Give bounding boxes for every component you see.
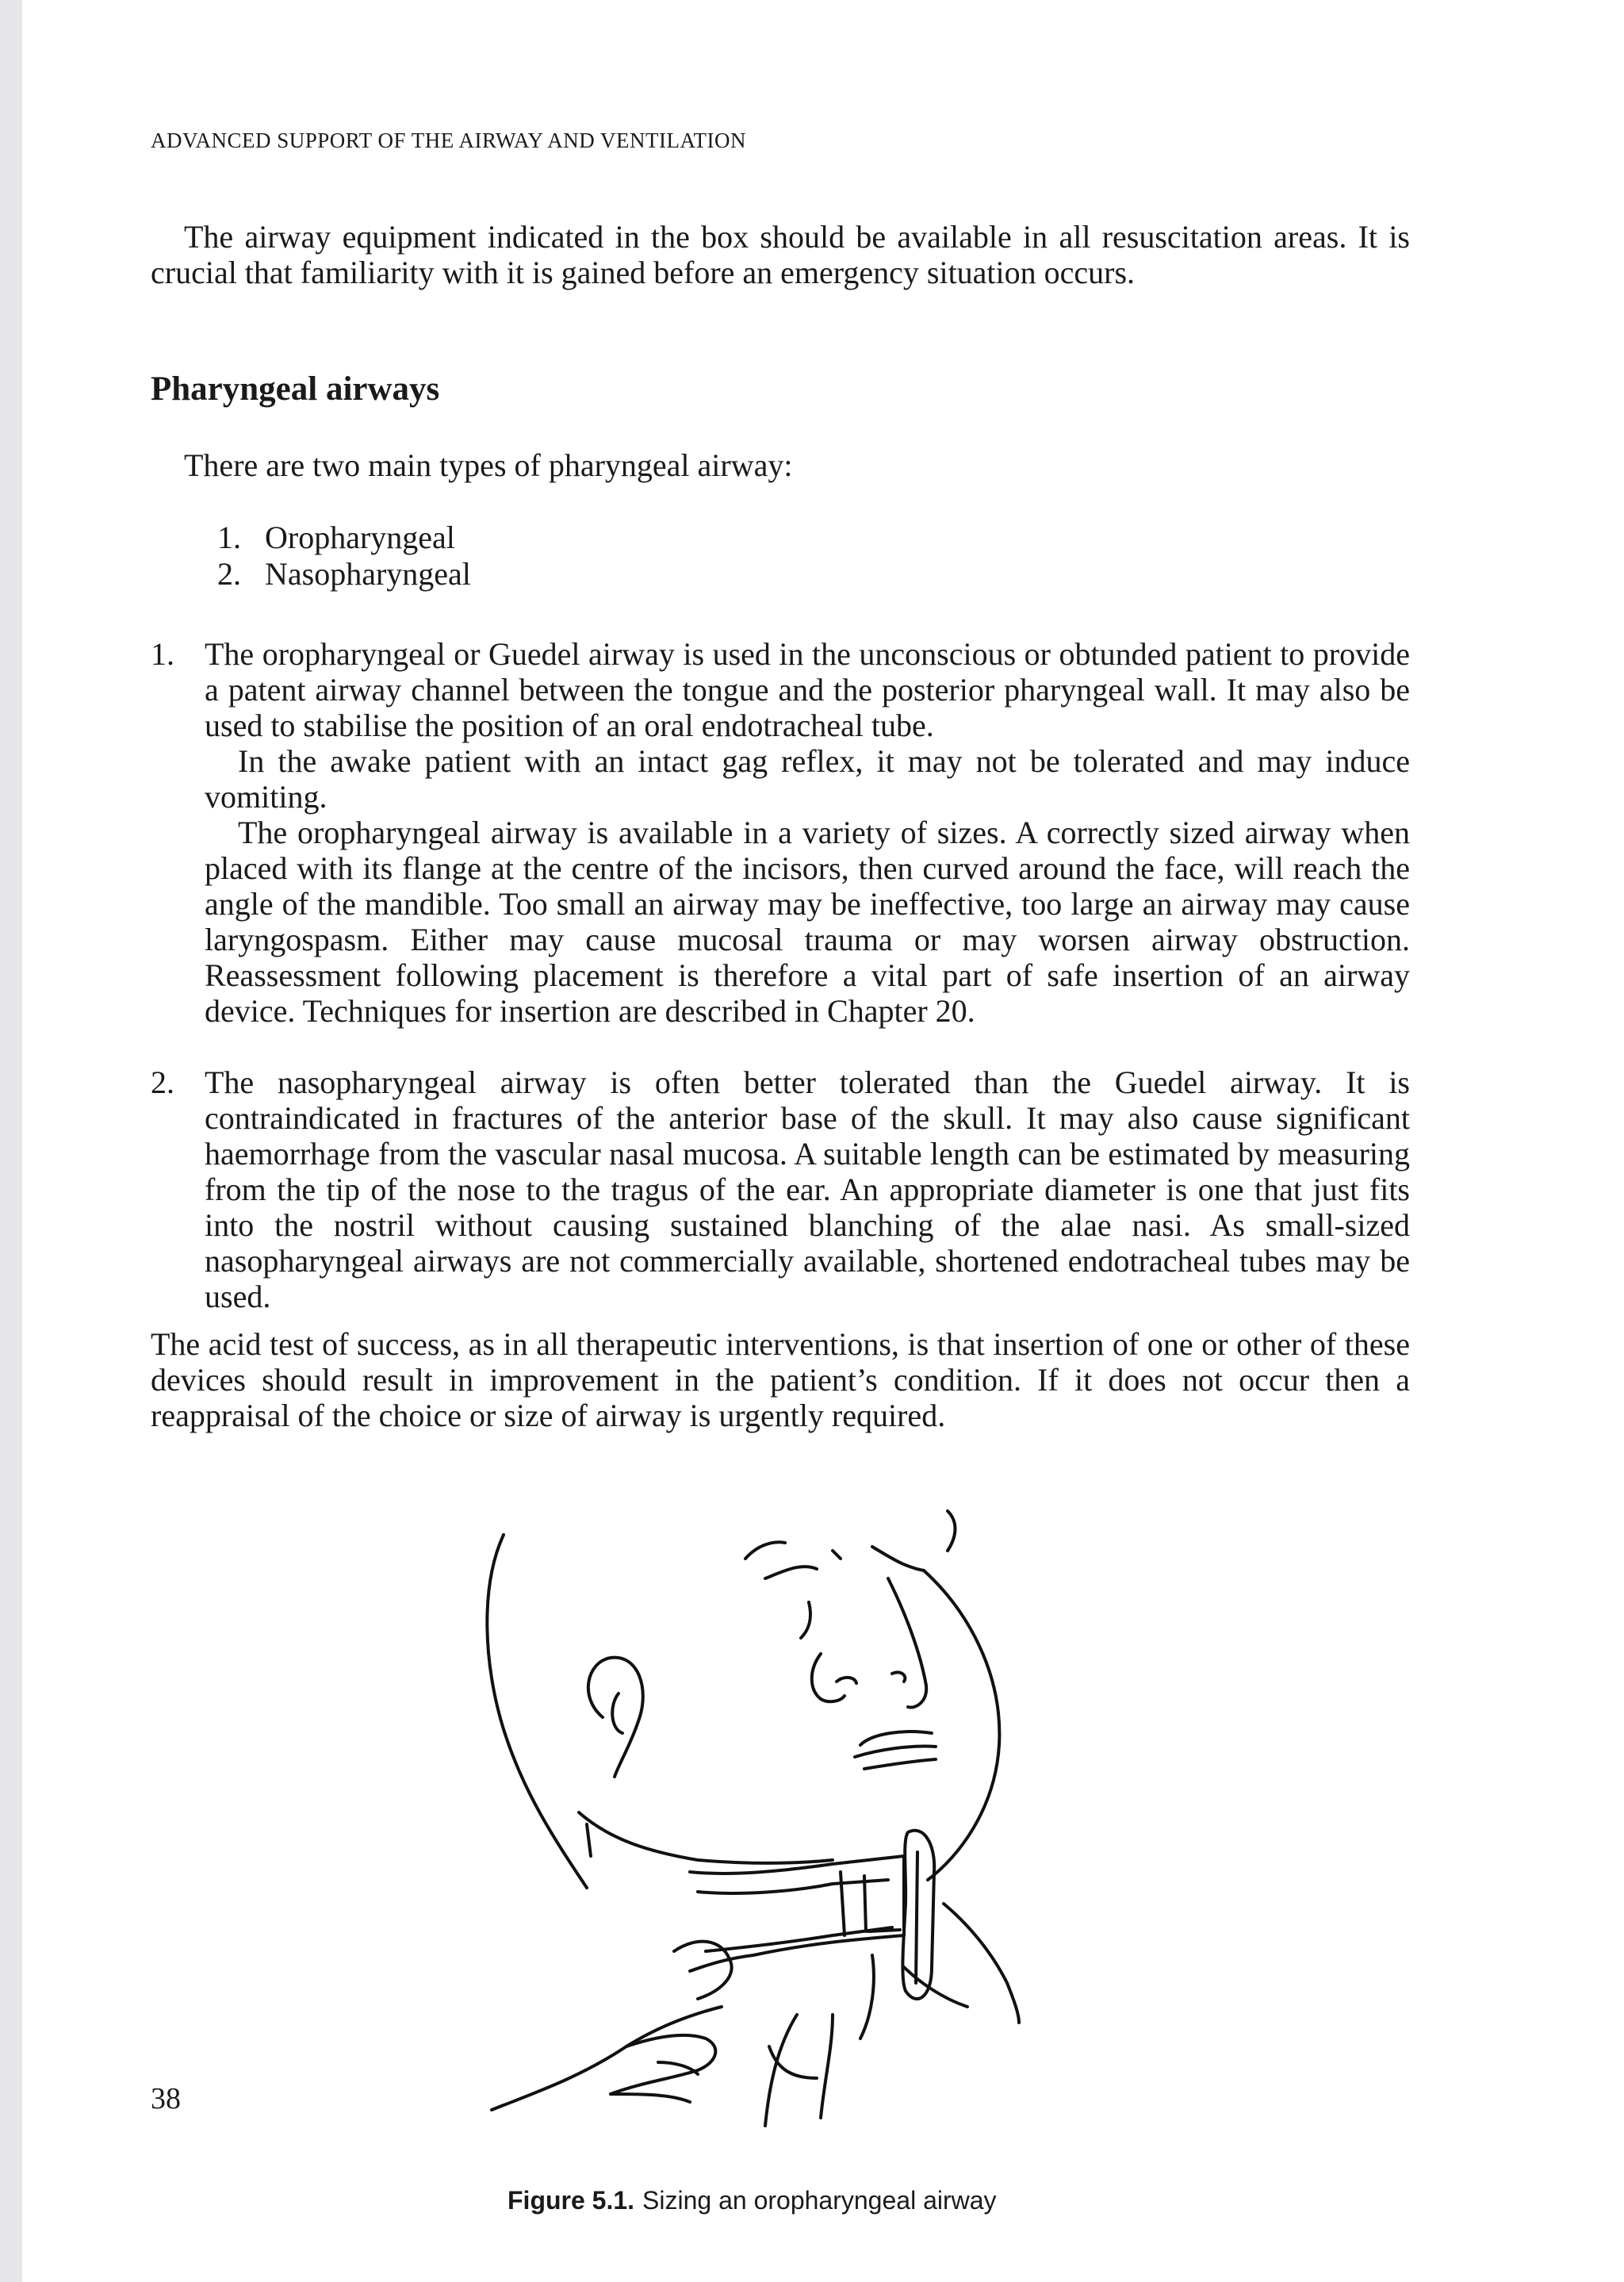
item-number: 1. (151, 636, 174, 672)
item-paragraph: The oropharyngeal or Guedel airway is used in the unconscious or obtunded patient to provide a patent airway channel between the tongue and the posterior pharyngeal wall. It may also be used to stabilise the position of an oral endotracheal tube. (205, 636, 1410, 743)
section-heading: Pharyngeal airways (151, 370, 440, 408)
numbered-item-nasopharyngeal (151, 1064, 1410, 1314)
conclusion-text: The acid test of success, as in all therapeutic interventions, is that insertion of one or other of these devices should result in improvement in the patient’s condition. If it does not occur then a reappraisal of the choice or size of airway is urgently required. (151, 1326, 1410, 1433)
list-item (217, 520, 471, 556)
page-gutter (0, 0, 22, 2282)
intro-paragraph (151, 219, 1410, 290)
figure-caption (508, 2186, 997, 2215)
intro-text: The airway equipment indicated in the box should be available in all resuscitation areas. It is crucial that familiarity with it is gained before an emergency situation occurs. (151, 219, 1410, 290)
list-number: 1. (217, 520, 241, 555)
running-head: ADVANCED SUPPORT OF THE AIRWAY AND VENTILATION (151, 128, 746, 152)
list-label: Oropharyngeal (265, 520, 455, 555)
item-paragraph: In the awake patient with an intact gag reflex, it may not be tolerated and may induce vomiting. (205, 743, 1410, 815)
page-number: 38 (151, 2082, 181, 2115)
item-number: 2. (151, 1064, 174, 1100)
airway-sizing-drawing (460, 1491, 1094, 2173)
conclusion-paragraph (151, 1326, 1410, 1433)
item-paragraph: The oropharyngeal airway is available in a variety of sizes. A correctly sized airway when placed with its flange at the centre of the incisors, then curved around the face, will reach the angle of the mandible. Too small an airway may be ineffective, too large an airway may cause laryngospasm. Either may cause mucosal trauma or may worsen airway obstruction. Reassessment following placement is therefore a vital part of safe insertion of an airway device. Techniques for insertion are described in Chapter 20. (205, 815, 1410, 1029)
section-intro-text: There are two main types of pharyngeal airway: (184, 447, 793, 483)
figure-caption-text: Sizing an oropharyngeal airway (642, 2186, 997, 2215)
list-item (217, 556, 471, 593)
item-paragraph: The nasopharyngeal airway is often better tolerated than the Guedel airway. It is contraindicated in fractures of the anterior base of the skull. It may also cause significant haemorrhage from the vascular nasal mucosa. A suitable length can be estimated by measuring from the tip of the nose to the tragus of the ear. An appropriate diameter is one that just fits into the nostril without causing sustained blanching of the alae nasi. As small-sized nasopharyngeal airways are not commercially available, shortened endotracheal tubes may be used. (205, 1064, 1410, 1314)
list-label: Nasopharyngeal (265, 556, 471, 592)
list-number: 2. (217, 556, 241, 592)
figure-label: Figure 5.1. (508, 2186, 635, 2215)
figure-illustration (460, 1491, 1094, 2173)
numbered-item-oropharyngeal (151, 636, 1410, 1029)
section-intro (151, 447, 1410, 483)
airway-types-list (217, 520, 471, 593)
